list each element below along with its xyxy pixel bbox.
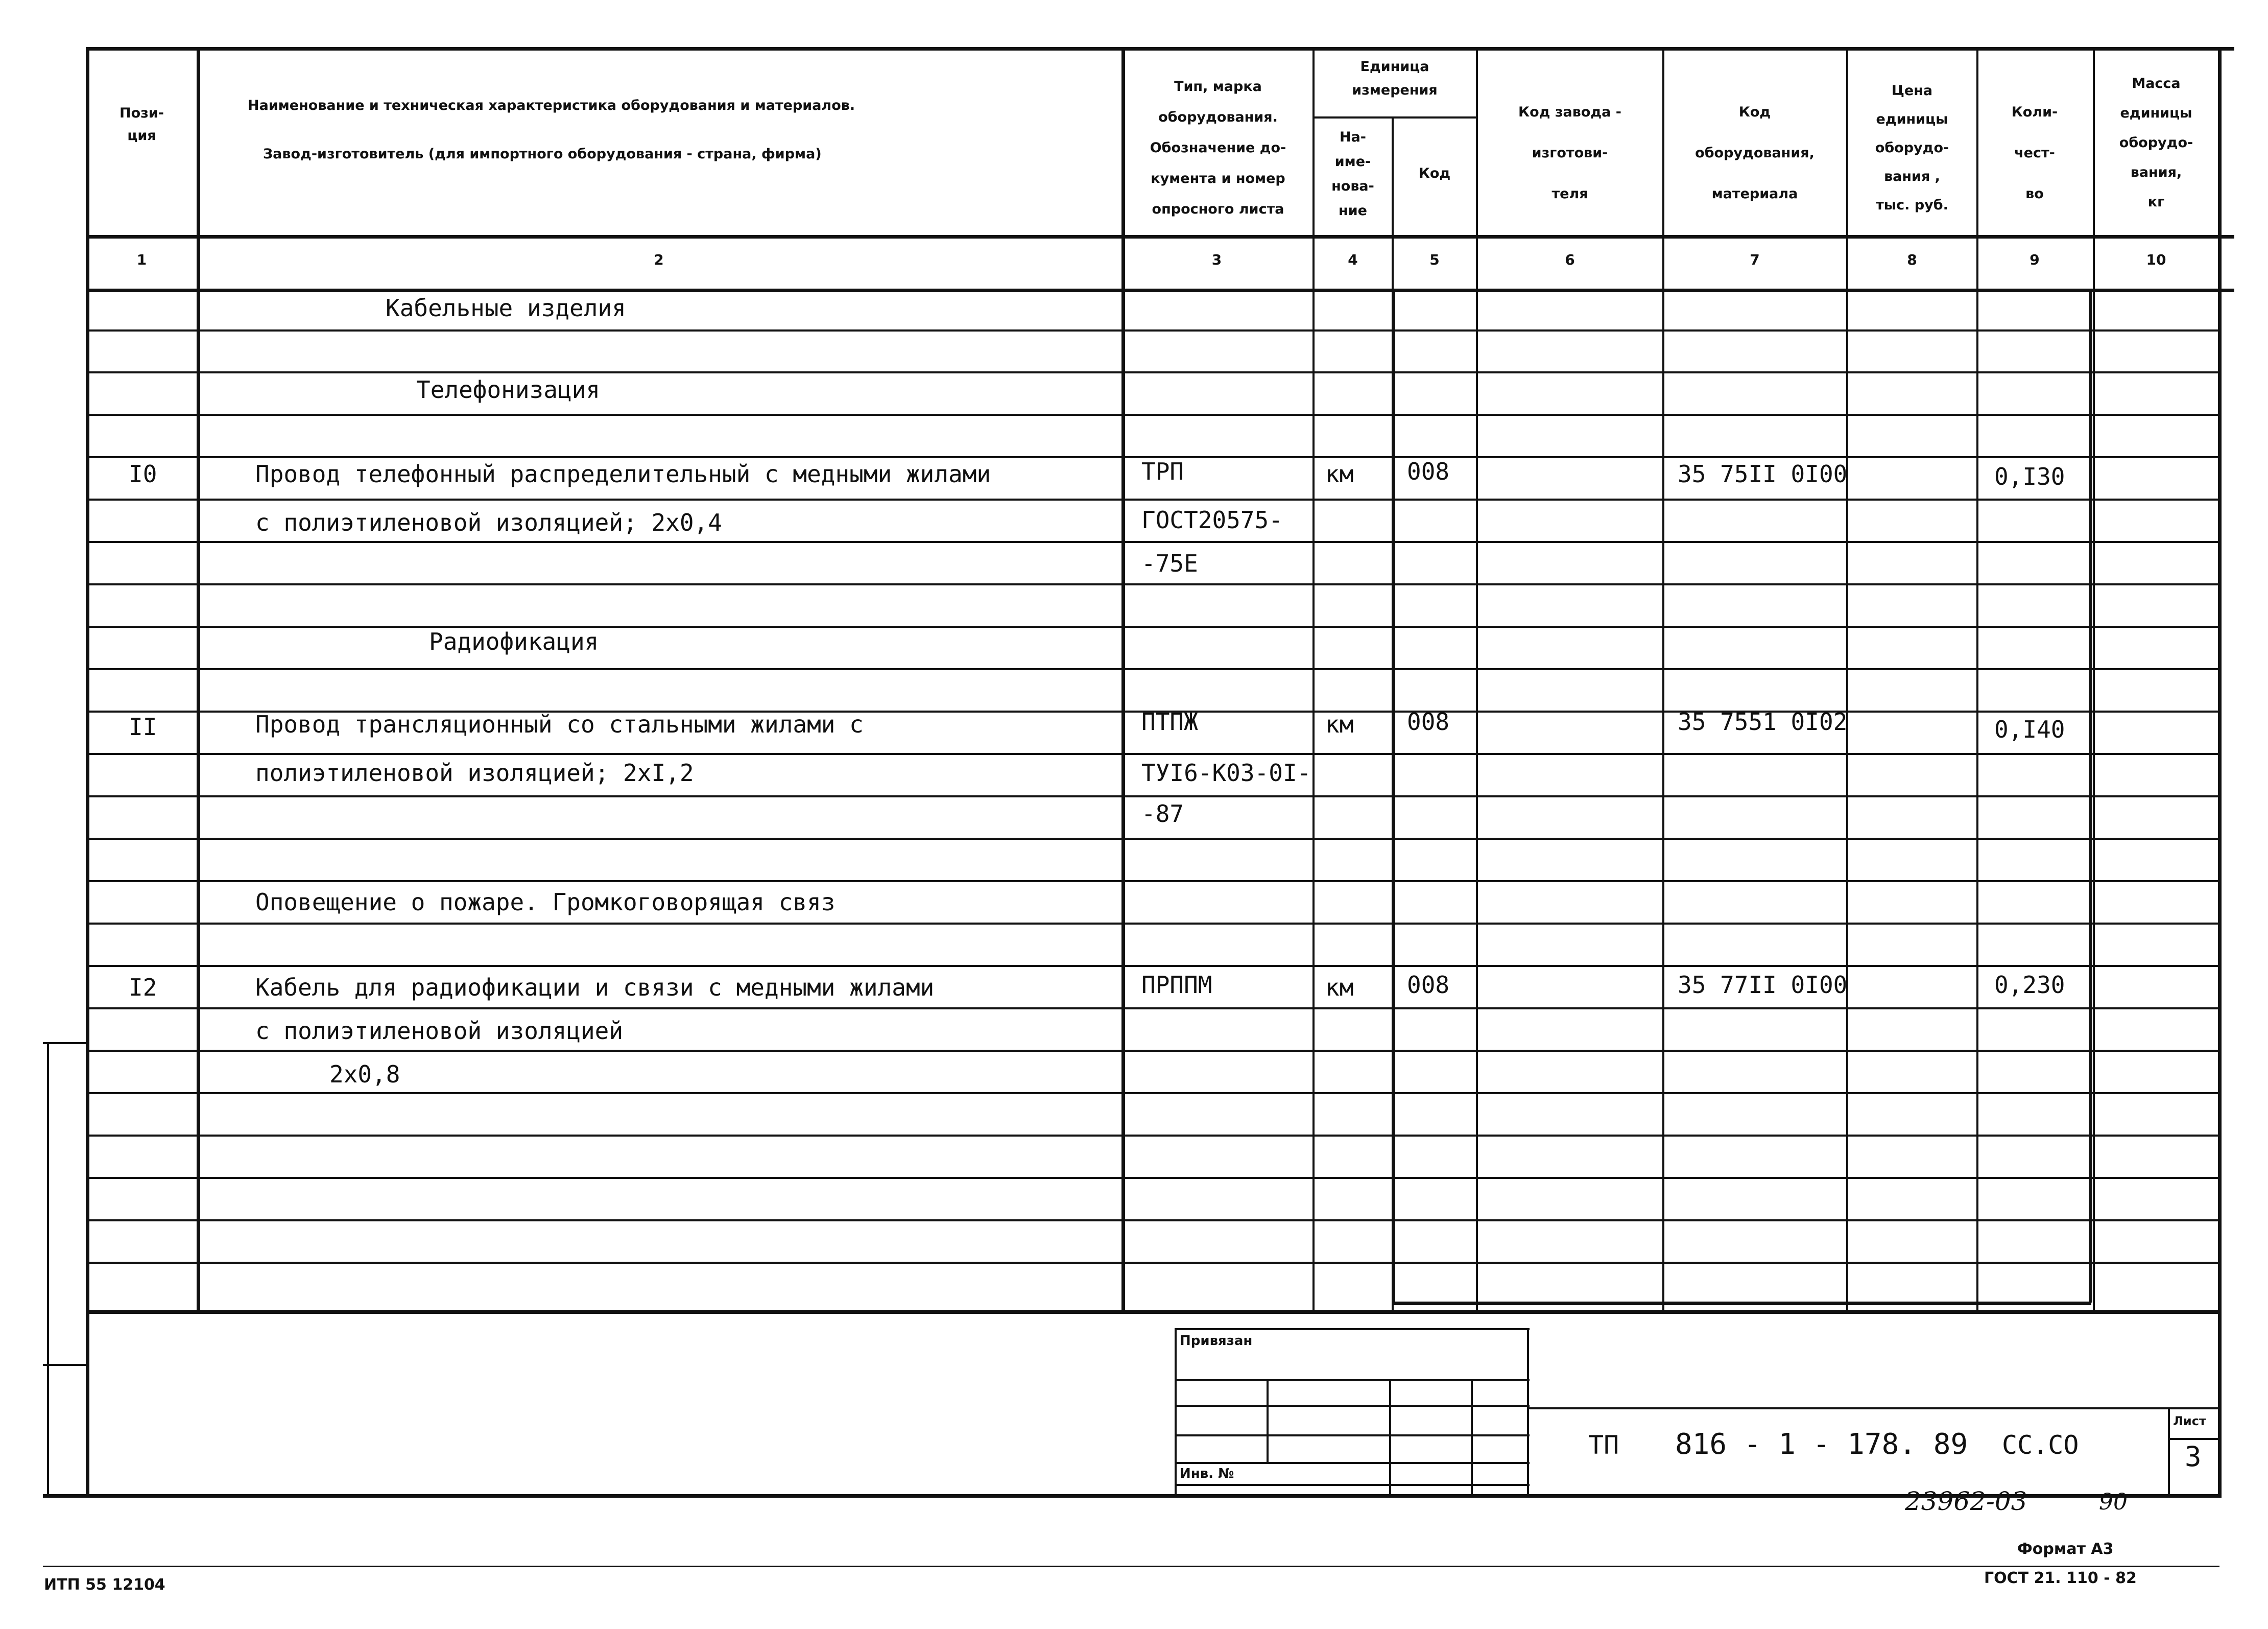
header-col-factory-code: Код завода - изготови- теля	[1518, 104, 1621, 202]
header-col-material-code: Код оборудования, материала	[1695, 104, 1815, 202]
doc-number: 816 - 1 - 178. 89	[1675, 1428, 1968, 1461]
row-type: ПТПЖ	[1141, 708, 1198, 736]
handwritten-inventory-number: 23962-03	[1905, 1486, 2027, 1516]
header-col-name-2: Завод-изготовитель (для импортного оборудования - страна, фирма)	[263, 146, 822, 162]
sheet-number: 3	[2185, 1441, 2202, 1473]
header-col-price: Цена единицы оборудо- вания , тыс. руб.	[1875, 83, 1949, 213]
header-col-unit-group: Единица измерения	[1352, 59, 1438, 98]
row-type: ТУI6-К03-0I-	[1141, 759, 1311, 787]
privyazan-label: Привязан	[1180, 1333, 1253, 1349]
header-col-position: Пози- ция	[120, 105, 164, 144]
row-name: полиэтиленовой изоляцией; 2хI,2	[255, 759, 694, 787]
col-number: 4	[1348, 251, 1358, 268]
gost-label: ГОСТ 21. 110 - 82	[1984, 1569, 2137, 1587]
header-col-mass: Масса единицы оборудо- вания, кг	[2119, 76, 2193, 210]
doc-code: СС.СО	[2002, 1430, 2079, 1460]
row-quantity: 0,I30	[1994, 463, 2065, 490]
col-number: 3	[1211, 251, 1222, 268]
row-type: -75Е	[1141, 550, 1198, 577]
row-unit: км	[1325, 711, 1354, 738]
section-heading-cable: Кабельные изделия	[386, 294, 626, 322]
row-name: 2х0,8	[329, 1060, 400, 1088]
row-position: I0	[129, 460, 157, 488]
header-col-name-1: Наименование и техническая характеристика оборудования и материалов.	[248, 98, 855, 113]
col-number: 7	[1750, 251, 1760, 268]
row-type: -87	[1141, 800, 1184, 828]
row-quantity: 0,I40	[1994, 716, 2065, 743]
col-number: 10	[2146, 251, 2166, 268]
row-unit: км	[1325, 460, 1354, 488]
row-material-code: 35 75II 0I00	[1678, 460, 1848, 488]
header-col-unit-code: Код	[1418, 166, 1451, 181]
row-name: Кабель для радиофикации и связи с медными жилами	[255, 974, 935, 1001]
handwritten-note: 90	[2099, 1489, 2128, 1515]
inventory-number-label: Инв. №	[1180, 1466, 1234, 1481]
row-quantity: 0,230	[1994, 971, 2065, 999]
col-number: 6	[1565, 251, 1575, 268]
row-type: ТРП	[1141, 458, 1184, 485]
col-number: 1	[136, 251, 147, 268]
row-position: II	[129, 713, 157, 741]
col-number: 5	[1429, 251, 1440, 268]
row-unit-code: 008	[1407, 458, 1450, 485]
section-heading-radio: Радиофикация	[429, 628, 599, 655]
format-label: Формат А3	[2017, 1540, 2114, 1558]
doc-prefix: ТП	[1588, 1430, 1619, 1460]
row-unit-code: 008	[1407, 971, 1450, 999]
row-unit-code: 008	[1407, 708, 1450, 736]
row-material-code: 35 77II 0I00	[1678, 971, 1848, 999]
row-material-code: 35 7551 0I02	[1678, 708, 1848, 736]
col-number: 9	[2030, 251, 2040, 268]
col-number: 2	[654, 251, 664, 268]
header-col-type: Тип, марка оборудования. Обозначение до- кумента и номер опросного листа	[1150, 79, 1286, 217]
header-col-quantity: Коли- чест- во	[2011, 104, 2058, 202]
section-heading-telephony: Телефонизация	[416, 376, 601, 404]
row-name: с полиэтиленовой изоляцией	[255, 1017, 624, 1045]
row-type: ПРППМ	[1141, 971, 1212, 999]
itp-label: ИТП 55 12104	[44, 1576, 165, 1594]
section-heading-fire-alarm: Оповещение о пожаре. Громкоговорящая связ	[255, 888, 835, 916]
row-name: Провод телефонный распределительный с медными жилами	[255, 460, 991, 488]
row-name: с полиэтиленовой изоляцией; 2х0,4	[255, 509, 722, 536]
row-type: ГОСТ20575-	[1141, 506, 1283, 534]
sheet-label: Лист	[2173, 1414, 2206, 1428]
header-col-unit-name: На- име- нова- ние	[1331, 129, 1374, 219]
row-unit: км	[1325, 974, 1354, 1001]
row-name: Провод трансляционный со стальными жилами с	[255, 711, 864, 738]
col-number: 8	[1907, 251, 1917, 268]
row-position: I2	[129, 974, 157, 1001]
